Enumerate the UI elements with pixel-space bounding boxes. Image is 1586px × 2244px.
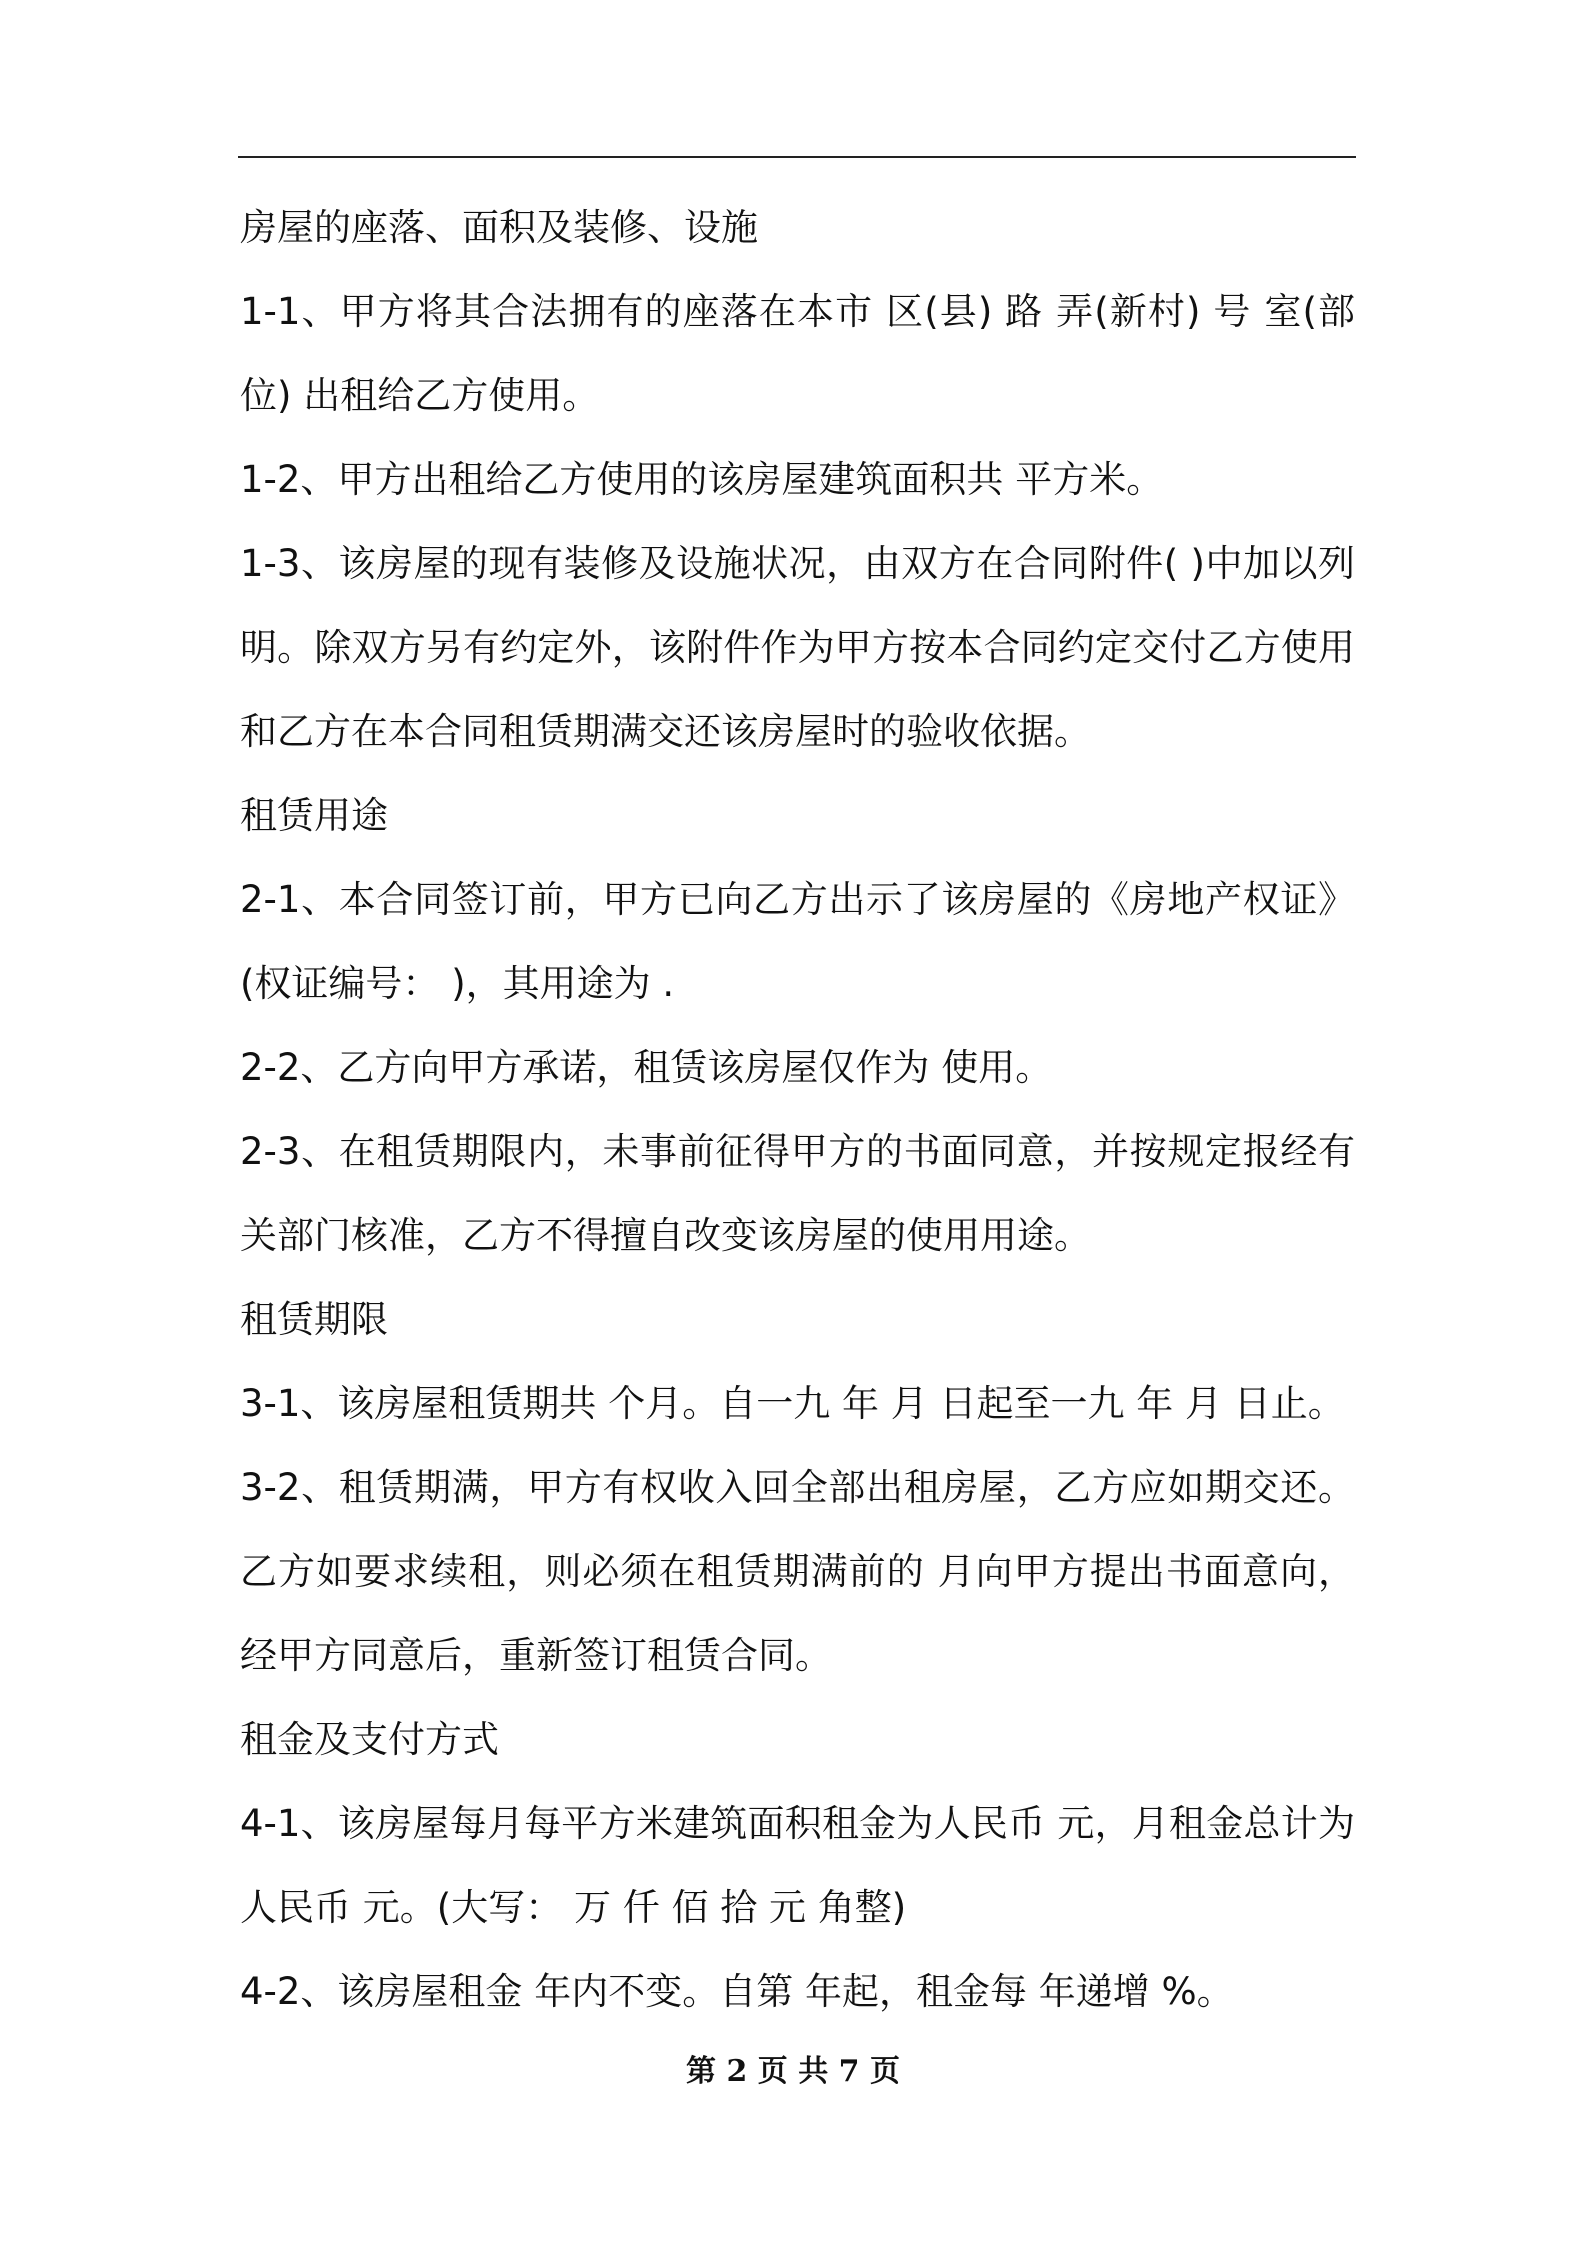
clause-3-1: 3-1、该房屋租赁期共 个月。自一九 年 月 日起至一九 年 月 日止。 [240, 1382, 1345, 1425]
clause-2-2: 2-2、乙方向甲方承诺，租赁该房屋仅作为 使用。 [240, 1046, 1053, 1089]
clause-1-1: 1-1、甲方将其合法拥有的座落在本市 区(县) 路 弄(新村) 号 室(部位) 出租给乙方使用。 [240, 290, 1355, 417]
clause-2-3: 2-3、在租赁期限内，未事前征得甲方的书面同意，并按规定报经有关部门核准，乙方不得擅自改变该房屋的使用用途。 [240, 1130, 1355, 1257]
clause-2-1: 2-1、本合同签订前，甲方已向乙方出示了该房屋的《房地产权证》(权证编号： )，其用途为 . [240, 878, 1355, 1005]
document-body [240, 186, 1355, 2034]
header-rule [238, 156, 1356, 158]
clause-3-2: 3-2、租赁期满，甲方有权收入回全部出租房屋，乙方应如期交还。乙方如要求续租，则必须在租赁期满前的 月向甲方提出书面意向，经甲方同意后，重新签订租赁合同。 [240, 1466, 1355, 1677]
clause-1-3: 1-3、该房屋的现有装修及设施状况，由双方在合同附件( )中加以列明。除双方另有约定外，该附件作为甲方按本合同约定交付乙方使用和乙方在本合同租赁期满交还该房屋时的验收依据。 [240, 542, 1355, 753]
section-heading-rent: 租金及支付方式 [240, 1718, 499, 1761]
clause-4-1: 4-1、该房屋每月每平方米建筑面积租金为人民币 元，月租金总计为人民币 元。(大写： 万 仟 佰 拾 元 角整) [240, 1802, 1355, 1929]
section-heading-term: 租赁期限 [240, 1298, 388, 1341]
section-heading-premises: 房屋的座落、面积及装修、设施 [240, 206, 758, 249]
section-heading-purpose: 租赁用途 [240, 794, 388, 837]
clause-1-2: 1-2、甲方出租给乙方使用的该房屋建筑面积共 平方米。 [240, 458, 1164, 501]
page-number-footer: 第 2 页 共 7 页 [686, 2054, 900, 2089]
clause-4-2: 4-2、该房屋租金 年内不变。自第 年起，租金每 年递增 %。 [240, 1970, 1234, 2013]
